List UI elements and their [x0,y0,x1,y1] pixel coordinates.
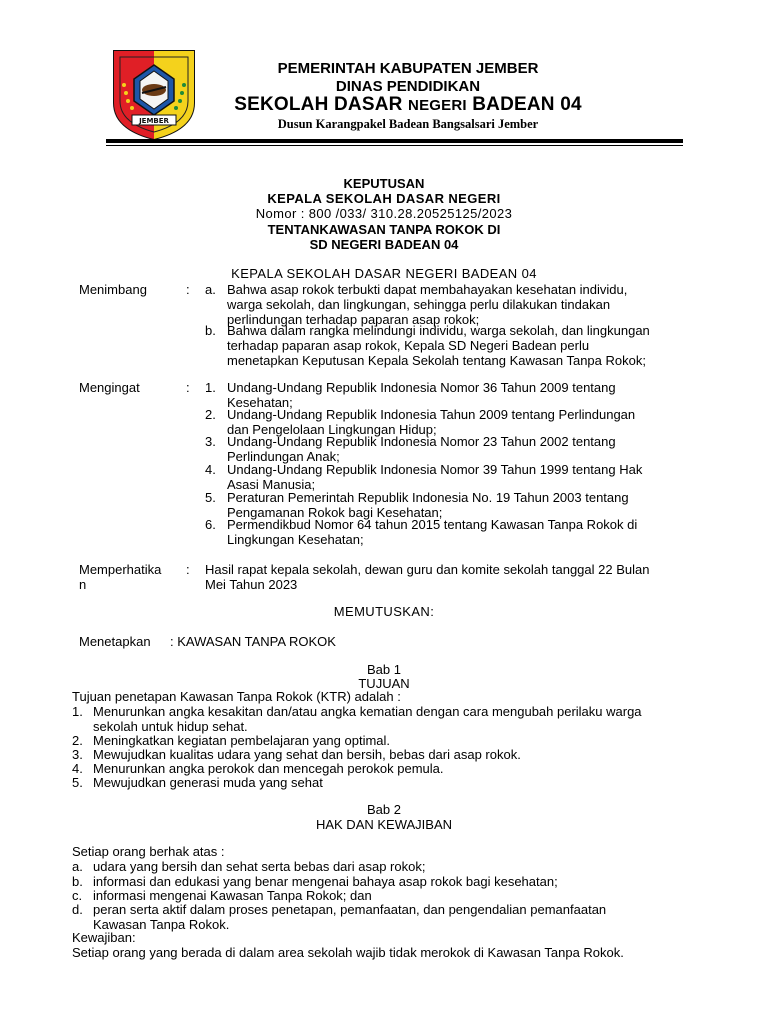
menimbang-item-a: Bahwa asap rokok terbukti dapat membahayakan kesehatan individu, warga sekolah, dan lingkungan, sehingga perlu dilakukan tindakan perlindungan terhadap paparan asap rokok; [227,282,628,327]
menimbang-colon: : [186,282,190,297]
decree-subject-2: SD NEGERI BADEAN 04 [309,237,459,252]
bab1-intro: Tujuan penetapan Kawasan Tanpa Rokok (KTR) adalah : [72,689,401,704]
menimbang-item-b: Bahwa dalam rangka melindungi individu, warga sekolah, dan lingkungan terhadap paparan asap rokok, Kepala SD Negeri Badean perlu menetapkan Keputusan Kepala Sekolah tentang Kawasan Tanpa Rokok; [227,323,650,368]
mengingat-marker-2: 2. [205,407,216,422]
mengingat-item-5: Peraturan Pemerintah Republik Indonesia No. 19 Tahun 2003 tentang Pengamanan Rokok bagi Kesehatan; [227,490,629,520]
decree-subject-1: TENTANKAWASAN TANPA ROKOK DI [267,222,501,237]
mengingat-colon: : [186,380,190,395]
decree-title: KEPUTUSAN [343,176,425,191]
bab1-item-5: Mewujudkan generasi muda yang sehat [93,775,323,790]
mengingat-item-6: Permendikbud Nomor 64 tahun 2015 tentang Kawasan Tanpa Rokok di Lingkungan Kesehatan; [227,517,638,547]
jember-regency-emblem [108,45,200,141]
bab2-marker-a: a. [72,859,83,874]
mengingat-marker-3: 3. [205,434,216,449]
bab1-item-4: Menurunkan angka perokok dan mencegah perokok pemula. [93,761,444,776]
decree-issuer: KEPALA SEKOLAH DASAR NEGERI [267,191,501,206]
bab1-item-1: Menurunkan angka kesakitan dan/atau angka kematian dengan cara mengubah perilaku warga sekolah untuk hidup sehat. [93,704,642,734]
memutuskan-heading: MEMUTUSKAN: [333,604,435,619]
menimbang-marker-a: a. [205,282,216,297]
mengingat-marker-6: 6. [205,517,216,532]
bab1-marker-3: 3. [72,747,83,762]
menetapkan-label: Menetapkan [79,634,151,649]
header-address: Dusun Karangpakel Badean Bangsalsari Jember [277,117,539,131]
bab1-marker-4: 4. [72,761,83,776]
bab2-item-c: informasi mengenai Kawasan Tanpa Rokok; dan [93,888,372,903]
mengingat-marker-4: 4. [205,462,216,477]
kewajiban-text: Setiap orang yang berada di dalam area sekolah wajib tidak merokok di Kawasan Tanpa Rokok. [72,945,624,960]
letterhead-rule-thin [106,145,683,146]
bab2-marker-b: b. [72,874,83,889]
bab1-marker-2: 2. [72,733,83,748]
bab2-item-d: peran serta aktif dalam proses penetapan, pemanfaatan, dan pengendalian pemanfaatan Kawasan Tanpa Rokok. [93,902,607,932]
menimbang-marker-b: b. [205,323,216,338]
mengingat-marker-1: 1. [205,380,216,395]
bab2-item-a: udara yang bersih dan sehat serta bebas dari asap rokok; [93,859,426,874]
letterhead-rule-thick [106,139,683,143]
bab1-item-2: Meningkatkan kegiatan pembelajaran yang optimal. [93,733,391,748]
decree-number: Nomor : 800 /033/ 310.28.20525125/2023 [255,206,513,221]
bab2-intro: Setiap orang berhak atas : [72,844,225,859]
mengingat-item-4: Undang-Undang Republik Indonesia Nomor 39 Tahun 1999 tentang Hak Asasi Manusia; [227,462,643,492]
menetapkan-value: : KAWASAN TANPA ROKOK [170,634,336,649]
memperhatikan-label: Memperhatika n [79,562,162,592]
mengingat-marker-5: 5. [205,490,216,505]
memperhatikan-text: Hasil rapat kepala sekolah, dewan guru dan komite sekolah tanggal 22 Bulan Mei Tahun 2023 [205,562,650,592]
header-government: PEMERINTAH KABUPATEN JEMBER [277,60,539,77]
mengingat-item-3: Undang-Undang Republik Indonesia Nomor 23 Tahun 2002 tentang Perlindungan Anak; [227,434,616,464]
mengingat-label: Mengingat [79,380,140,395]
header-school-name: SEKOLAH DASAR NEGERI BADEAN 04 [234,94,582,115]
menimbang-label: Menimbang [79,282,147,297]
bab1-number: Bab 1 [367,662,401,677]
kewajiban-label: Kewajiban: [72,930,136,945]
bab2-title: HAK DAN KEWAJIBAN [315,817,453,832]
bab2-marker-c: c. [72,888,83,903]
memperhatikan-colon: : [186,562,190,577]
emblem-banner-text: JEMBER [139,117,169,125]
bab2-marker-d: d. [72,902,83,917]
bab1-marker-5: 5. [72,775,83,790]
header-department: DINAS PENDIDIKAN [335,78,481,95]
bab2-item-b: informasi dan edukasi yang benar mengenai bahaya asap rokok bagi kesehatan; [93,874,558,889]
mengingat-item-2: Undang-Undang Republik Indonesia Tahun 2009 tentang Perlindungan dan Pengelolaan Lingkungan Hidup; [227,407,636,437]
bab1-marker-1: 1. [72,704,83,719]
bab1-title: TUJUAN [358,676,410,691]
mengingat-item-1: Undang-Undang Republik Indonesia Nomor 36 Tahun 2009 tentang Kesehatan; [227,380,616,410]
bab2-number: Bab 2 [367,802,401,817]
bab1-item-3: Mewujudkan kualitas udara yang sehat dan bersih, bebas dari asap rokok. [93,747,521,762]
decree-authority: KEPALA SEKOLAH DASAR NEGERI BADEAN 04 [231,266,537,281]
